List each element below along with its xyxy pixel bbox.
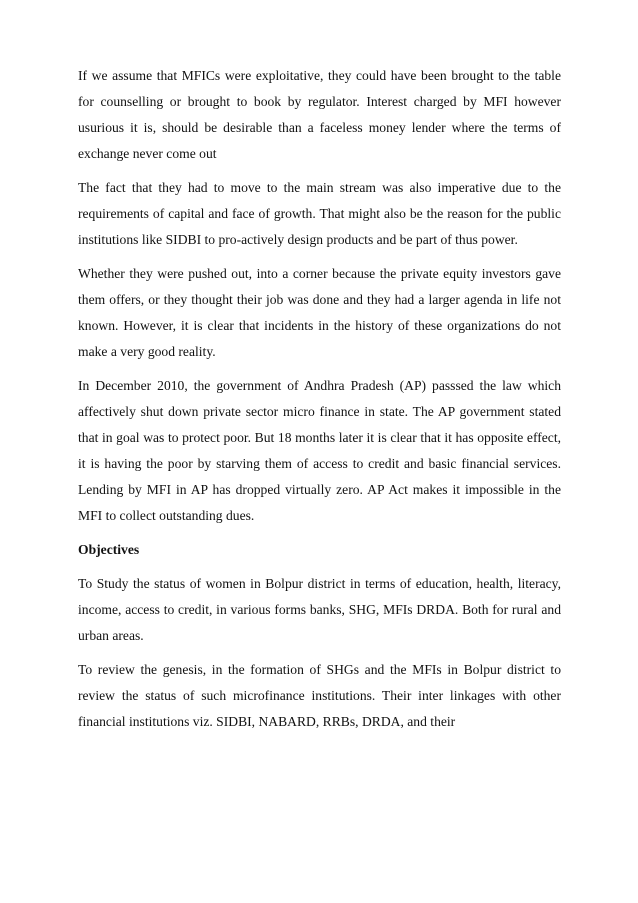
section-heading-objectives: Objectives	[78, 542, 140, 557]
paragraph-mfic-exploitative: If we assume that MFICs were exploitative, they could have been brought to the table for counselling or brought to book by regulator. Interest charged by MFI however usurious it is, should be desirable than a faceless money lender where the terms of exchange never come out	[78, 68, 561, 161]
paragraph-andhra-pradesh: In December 2010, the government of Andhra Pradesh (AP) passsed the law which affectively shut down private sector micro finance in state. The AP government stated that in goal was to protect poor. But 18 months later it is clear that it has opposite effect, it is having the poor by starving them of access to credit and basic financial services. Lending by MFI in AP has dropped virtually zero. AP Act makes it impossible in the MFI to collect outstanding dues.	[78, 378, 561, 523]
document-page	[78, 63, 561, 743]
paragraph-objective-study: To Study the status of women in Bolpur district in terms of education, health, literacy, income, access to credit, in various forms banks, SHG, MFIs DRDA. Both for rural and urban areas.	[78, 576, 561, 643]
paragraph-main-stream: The fact that they had to move to the main stream was also imperative due to the requirements of capital and face of growth. That might also be the reason for the public institutions like SIDBI to pro-actively design products and be part of thus power.	[78, 180, 561, 247]
paragraph-objective-review: To review the genesis, in the formation of SHGs and the MFIs in Bolpur district to review the status of such microfinance institutions. Their inter linkages with other financial institutions viz. SIDBI, NABARD, RRBs, DRDA, and their	[78, 662, 561, 729]
paragraph-pushed-out: Whether they were pushed out, into a corner because the private equity investors gave them offers, or they thought their job was done and they had a larger agenda in life not known. However, it is clear that incidents in the history of these organizations do not make a very good reality.	[78, 266, 561, 359]
